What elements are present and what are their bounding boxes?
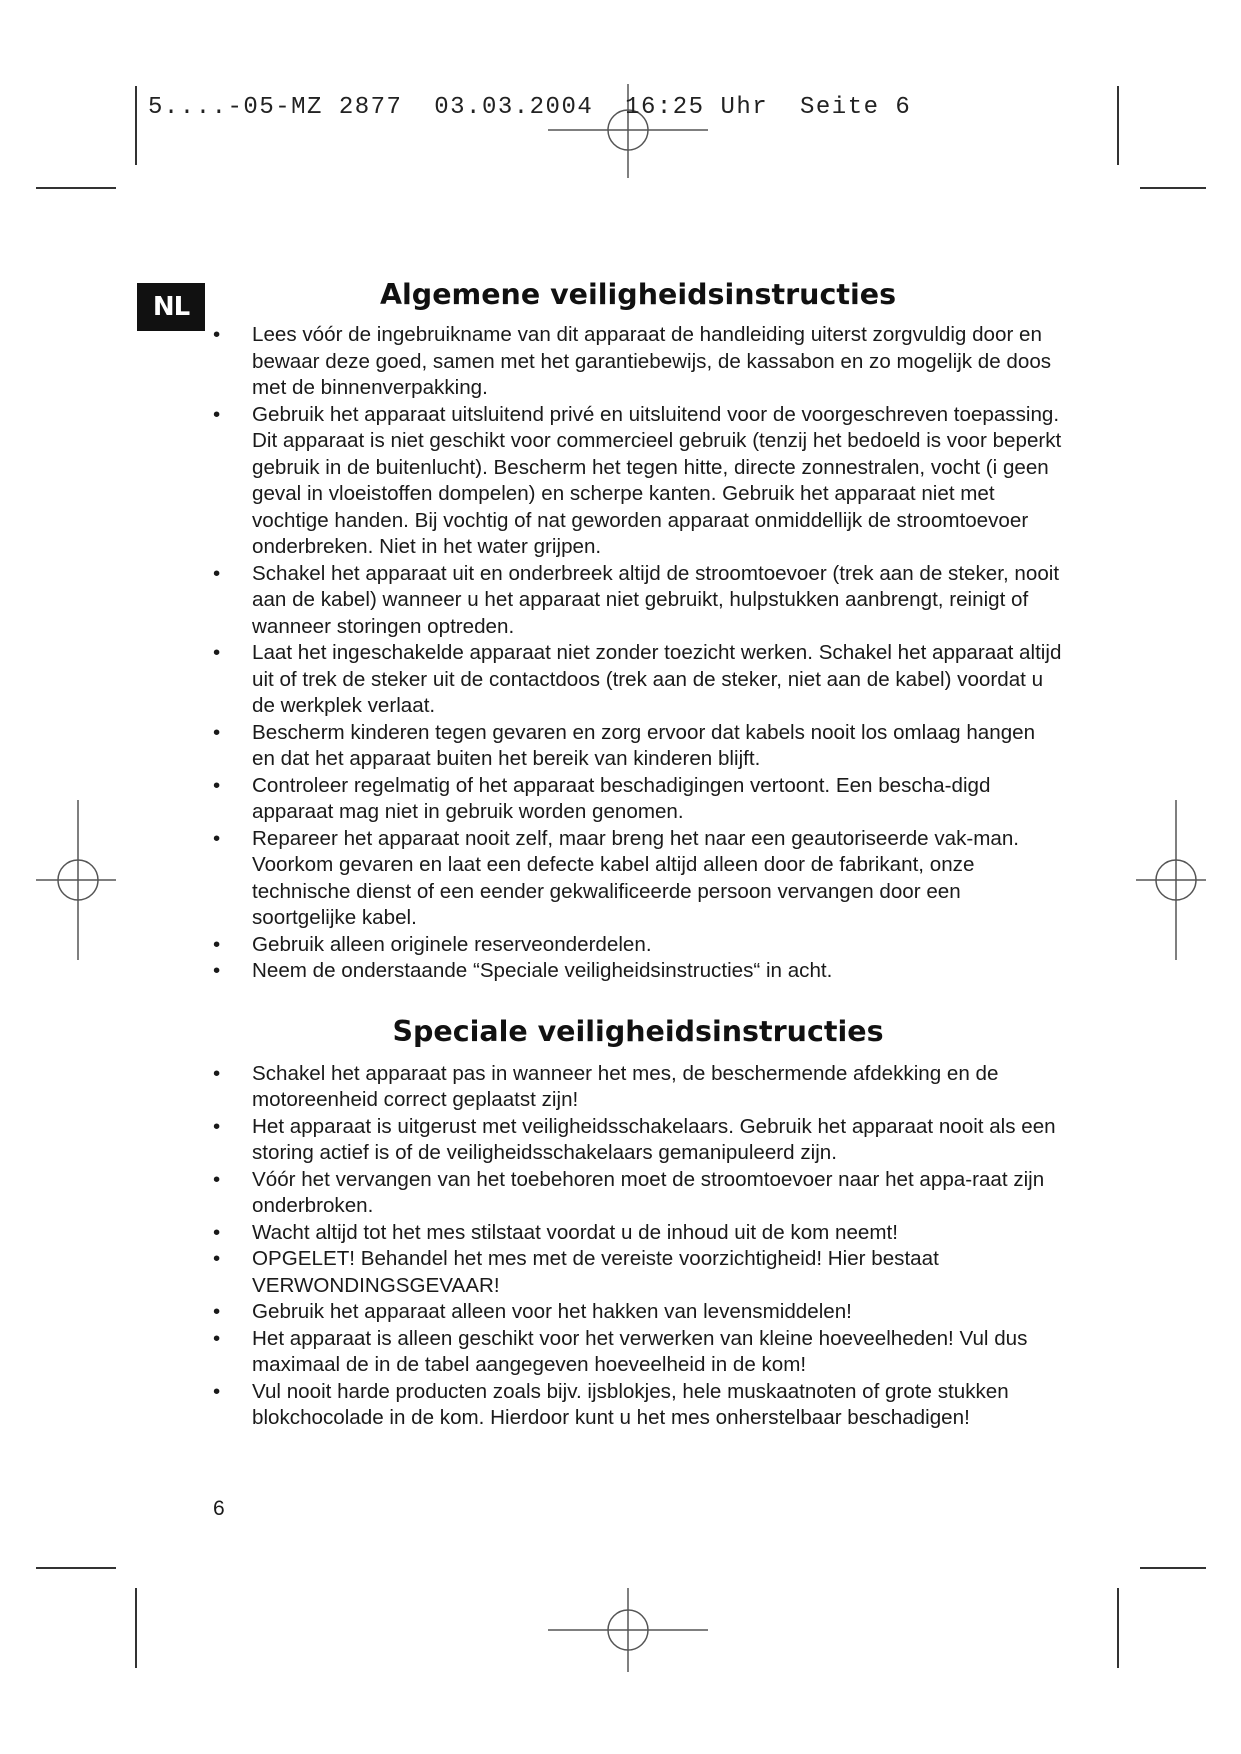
list-item (213, 1114, 1063, 1167)
list-item-text: Neem de onderstaande “Speciale veiligheidsinstructies“ in acht. (252, 959, 833, 982)
bullet: • (213, 1326, 221, 1350)
list-item-text: Repareer het apparaat nooit zelf, maar breng het naar een geautoriseerde vak-man. Voorkom gevaren en laat een defecte kabel altijd alleen door de fabrikant, onze technische dienst of een eender gekwalificeerde persoon vervangen door een soortgelijke kabel. (252, 826, 1020, 929)
bullet: • (213, 1114, 221, 1138)
list-item-text: Laat het ingeschakelde apparaat niet zonder toezicht werken. Schakel het apparaat altijd uit of trek de steker uit de contactdoos (trek aan de steker, niet aan de kabel) voordat u de werkplek verlaat. (252, 641, 1062, 717)
bullet: • (213, 1167, 221, 1191)
list-item (213, 1379, 1063, 1432)
registration-mark-right (1136, 800, 1206, 960)
bullet: • (213, 932, 221, 956)
registration-mark-left (36, 800, 116, 960)
list-item (213, 932, 1063, 959)
list-item-text: Gebruik het apparaat uitsluitend privé en uitsluitend voor de voorgeschreven toepassing. Dit apparaat is niet geschikt voor commercieel gebruik (tenzij het bedoeld is voor beperkt gebruik in de buitenlucht). Bescherm het tegen hitte, directe zonnestralen, vocht (i geen geval in vloeistoffen dompelen) en scherpe kanten. Gebruik het apparaat niet met vochtige handen. Bij vochtig of nat geworden apparaat onmiddellijk de stroomtoevoer onderbreken. Niet in het water grijpen. (252, 402, 1062, 558)
list-item-text: Het apparaat is alleen geschikt voor het verwerken van kleine hoeveelheden! Vul dus maximaal de in de tabel aangegeven hoeveelheid in de kom! (252, 1326, 1028, 1376)
bullet: • (213, 720, 221, 744)
list-item-text: Controleer regelmatig of het apparaat beschadigingen vertoont. Een bescha-digd apparaat mag niet in gebruik worden genomen. (252, 773, 991, 823)
section-title-general: Algemene veiligheidsinstructies (379, 278, 897, 311)
bullet: • (213, 641, 221, 664)
list-item (213, 1220, 1063, 1247)
list-item (213, 640, 1063, 720)
bullet: • (213, 773, 221, 797)
registration-mark-bottom (548, 1588, 708, 1672)
bullet: • (213, 959, 221, 982)
bullet: • (213, 402, 221, 426)
list-item (213, 322, 1063, 402)
special-instructions-list (213, 1061, 1063, 1432)
list-item-text: Gebruik alleen originele reserveonderdelen. (252, 932, 652, 956)
list-item (213, 720, 1063, 773)
language-tab: NL (137, 283, 205, 331)
bullet: • (213, 1061, 221, 1085)
bullet: • (213, 561, 221, 585)
list-item-text: Wacht altijd tot het mes stilstaat voordat u de inhoud uit de kom neemt! (252, 1220, 898, 1244)
list-item-text: Lees vóór de ingebruikname van dit apparaat de handleiding uiterst zorgvuldig door en bewaar deze goed, samen met het garantiebewijs, de kassabon en zo mogelijk de doos met de binnenverpakking. (252, 323, 1052, 399)
list-item-text: Gebruik het apparaat alleen voor het hakken van levensmiddelen! (252, 1300, 852, 1323)
bullet: • (213, 323, 221, 346)
section-title-special: Speciale veiligheidsinstructies (392, 1014, 884, 1048)
list-item (213, 1326, 1063, 1379)
list-item-text: OPGELET! Behandel het mes met de vereiste voorzichtigheid! Hier bestaat VERWONDINGSGEVAAR! (252, 1247, 939, 1297)
list-item (213, 826, 1063, 932)
bullet: • (213, 1379, 221, 1403)
list-item-text: Schakel het apparaat pas in wanneer het mes, de beschermende afdekking en de motoreenheid correct geplaatst zijn! (252, 1061, 999, 1111)
list-item (213, 561, 1063, 641)
list-item (213, 773, 1063, 826)
general-instructions-list (213, 322, 1063, 985)
list-item (213, 958, 1063, 985)
bullet: • (213, 826, 221, 850)
list-item (213, 1061, 1063, 1114)
list-item-text: Het apparaat is uitgerust met veiligheidsschakelaars. Gebruik het apparaat nooit als een storing actief is of de veiligheidsschakelaars gemanipuleerd zijn. (252, 1114, 1056, 1164)
list-item-text: Vul nooit harde producten zoals bijv. ijsblokjes, hele muskaatnoten of grote stukken blokchocolade in de kom. Hierdoor kunt u het mes onherstelbaar beschadigen! (252, 1379, 1009, 1429)
list-item (213, 1299, 1063, 1326)
page-number: 6 (213, 1497, 225, 1520)
list-item (213, 1246, 1063, 1299)
bullet: • (213, 1300, 221, 1323)
bullet: • (213, 1220, 221, 1244)
bullet: • (213, 1247, 221, 1270)
list-item-text: Bescherm kinderen tegen gevaren en zorg ervoor dat kabels nooit los omlaag hangen en dat het apparaat buiten het bereik van kinderen blijft. (252, 720, 1036, 770)
print-header: 5....-05-MZ 2877 03.03.2004 16:25 Uhr Seite 6 (148, 94, 912, 121)
list-item (213, 1167, 1063, 1220)
document-body (213, 274, 1063, 1432)
list-item (213, 402, 1063, 561)
list-item-text: Vóór het vervangen van het toebehoren moet de stroomtoevoer naar het appa-raat zijn onderbroken. (252, 1167, 1045, 1217)
list-item-text: Schakel het apparaat uit en onderbreek altijd de stroomtoevoer (trek aan de steker, nooit aan de kabel) wanneer u het apparaat niet gebruikt, hulpstukken aanbrengt, reinigt of wanneer storingen optreden. (252, 561, 1060, 638)
